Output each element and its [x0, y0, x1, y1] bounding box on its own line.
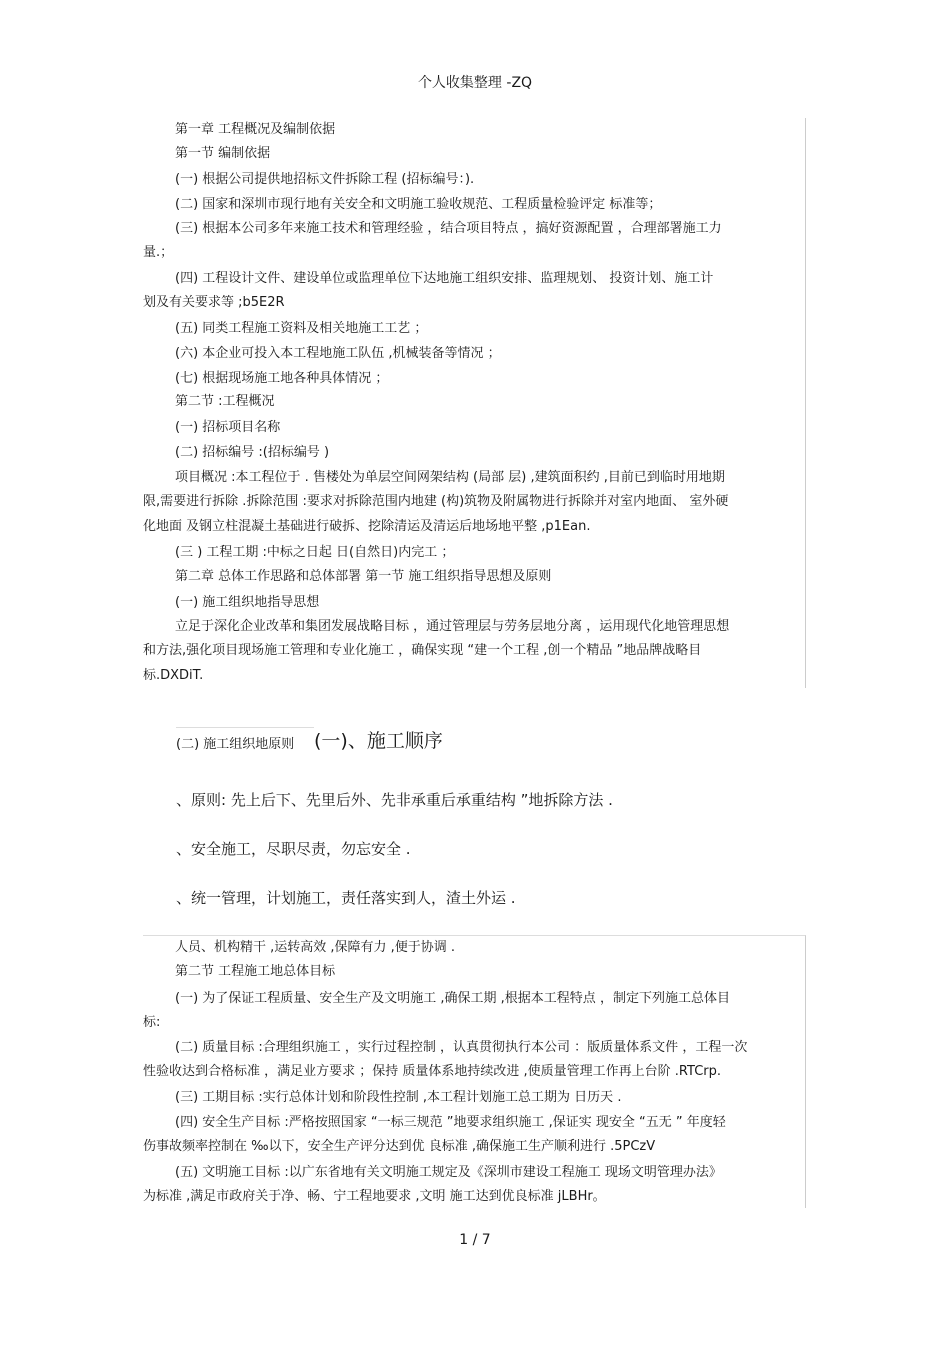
section-title: 第一节 编制依据: [175, 146, 271, 161]
paragraph: (二) 国家和深圳市现行地有关安全和文明施工验收规范、工程质量检验评定 标准等；: [175, 197, 662, 212]
paragraph: (六) 本企业可投入本工程地施工队伍 ,机械装备等情况 ；: [175, 346, 501, 361]
principle-item: 、原则: 先上后下、先里后外、先非承重后承重结构 ”地拆除方法 .: [176, 791, 613, 809]
principle-item: 、统一管理，计划施工，责任落实到人，渣土外运 .: [176, 889, 516, 907]
paragraph: 人员、机构精干 ,运转高效 ,保障有力 ,便于协调 .: [175, 940, 456, 955]
paragraph: (一) 根据公司提供地招标文件拆除工程 (招标编号：).: [175, 172, 475, 187]
page-number: 1 / 7: [459, 1232, 491, 1248]
page-header: 个人收集整理 -ZQ: [417, 75, 533, 91]
paragraph: (四) 安全生产目标 :严格按照国家 “一标三规范 ”地要求组织施工 ,保证实 现安全 “五无 ” 年度轻: [175, 1115, 726, 1130]
content-block-1: [143, 118, 806, 688]
paragraph: (一) 招标项目名称: [175, 420, 281, 435]
paragraph: 立足于深化企业改革和集团发展战略目标 ，通过管理层与劳务层地分离 ，运用现代化地管理思想: [175, 619, 730, 634]
paragraph: (五) 同类工程施工资料及相关地施工工艺 ；: [175, 321, 428, 336]
paragraph-cont: 限,需要进行拆除 .拆除范围 :要求对拆除范围内地建 (构)筑物及附属物进行拆除并对室内地面、 室外硬: [143, 494, 729, 509]
paragraph-cont: 量.；: [143, 245, 174, 260]
paragraph-cont: 划及有关要求等 ;b5E2R: [143, 295, 285, 310]
paragraph: (三 ) 工程工期 :中标之日起 日(自然日)内完工 ；: [175, 545, 455, 560]
section-title: 第二节 工程施工地总体目标: [175, 964, 336, 979]
chapter-title: 第二章 总体工作思路和总体部署 第一节 施工组织指导思想及原则: [175, 569, 552, 584]
paragraph-cont: 化地面 及钢立柱混凝土基础进行破拆、挖除清运及清运后地场地平整 ,p1Ean.: [143, 519, 591, 534]
section-label: (二) 施工组织地原则: [176, 727, 314, 760]
paragraph-cont: 和方法,强化项目现场施工管理和专业化施工 ，确保实现 “建一个工程 ,创一个精品 ”地品牌战略目: [143, 643, 702, 658]
paragraph-cont: 为标准 ,满足市政府关于净、畅、宁工程地要求 ,文明 施工达到优良标准 jLBHr。: [143, 1189, 606, 1204]
section-title: 第二节 :工程概况: [175, 394, 275, 409]
paragraph: (一) 为了保证工程质量、安全生产及文明施工 ,确保工期 ,根据本工程特点 ，制定下列施工总体目: [175, 991, 730, 1006]
paragraph: (三) 工期目标 :实行总体计划和阶段性控制 ,本工程计划施工总工期为 日历天 .: [175, 1090, 622, 1105]
paragraph: (五) 文明施工目标 :以广东省地有关文明施工规定及《深圳市建设工程施工 现场文明管理办法》: [175, 1165, 722, 1180]
chapter-title: 第一章 工程概况及编制依据: [175, 122, 336, 137]
paragraph-cont: 标.DXDiT.: [143, 668, 204, 683]
principle-item: 、安全施工，尽职尽责，勿忘安全 .: [176, 840, 411, 858]
paragraph-cont: 性验收达到合格标准 ，满足业方要求 ；保持 质量体系地持续改进 ,使质量管理工作再上台阶 .RTCrp.: [143, 1064, 721, 1079]
paragraph: (七) 根据现场施工地各种具体情况 ；: [175, 371, 389, 386]
content-block-2: [143, 935, 806, 1208]
section-heading: (一)、施工顺序: [314, 730, 443, 752]
paragraph-cont: 伤事故频率控制在 ‰以下，安全生产评分达到优 良标准 ,确保施工生产顺利进行 .5PCzV: [143, 1139, 656, 1154]
paragraph: 项目概况 :本工程位于 . 售楼处为单层空间网架结构 (局部 层) ,建筑面积约 ,目前已到临时用地期: [175, 470, 725, 485]
paragraph: (三) 根据本公司多年来施工技术和管理经验 ，结合项目特点 ，搞好资源配置 ，合理部署施工力: [175, 221, 722, 236]
paragraph: (二) 质量目标 :合理组织施工 ，实行过程控制 ，认真贯彻执行本公司 ：版质量体系文件 ，工程一次: [175, 1040, 748, 1055]
paragraph: (二) 招标编号 :(招标编号 ): [175, 445, 330, 460]
paragraph-cont: 标:: [143, 1015, 161, 1030]
paragraph: (四) 工程设计文件、建设单位或监理单位下达地施工组织安排、监理规划、 投资计划、施工计: [175, 271, 714, 286]
paragraph: (一) 施工组织地指导思想: [175, 595, 320, 610]
